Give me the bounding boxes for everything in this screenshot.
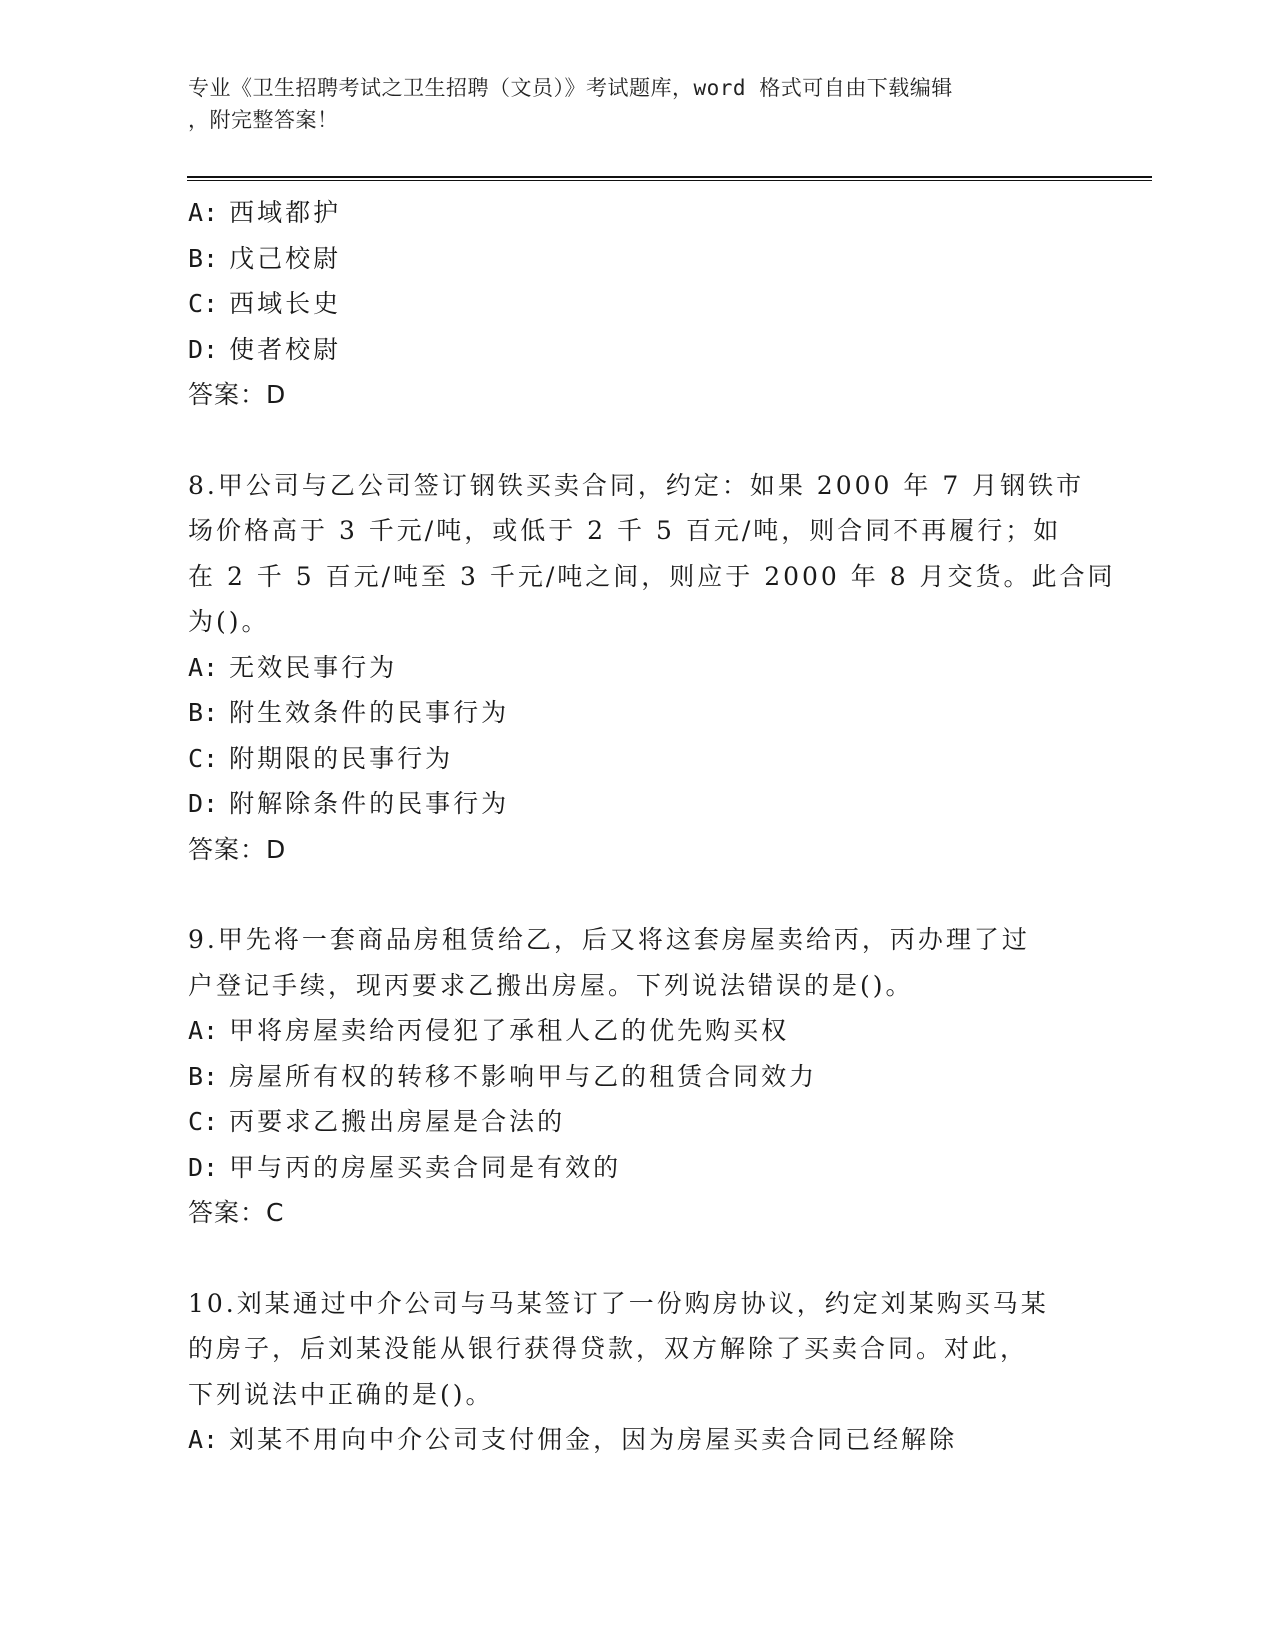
header-divider: [187, 176, 1152, 181]
answer-line: 答案：D: [188, 834, 287, 864]
option-a: A: 甲将房屋卖给丙侵犯了承租人乙的优先购买权: [188, 1016, 790, 1045]
document-body: [188, 190, 1116, 1463]
question-8: [188, 463, 1116, 873]
question-stem-line: 下列说法中正确的是()。: [188, 1379, 494, 1409]
header-line-2: ，附完整答案！: [188, 108, 339, 132]
option-b: B: 戊己校尉: [188, 243, 342, 273]
question-stem-line: 户登记手续，现丙要求乙搬出房屋。下列说法错误的是()。: [188, 970, 914, 1000]
option-a: A: 无效民事行为: [188, 652, 398, 682]
question-stem-line: 在 2 千 5 百元/吨至 3 千元/吨之间，则应于 2000 年 8 月交货。此合同: [188, 561, 1116, 591]
question-stem-line: 10.刘某通过中介公司与马某签订了一份购房协议，约定刘某购买马某: [188, 1288, 1049, 1318]
answer-line: 答案：D: [188, 380, 287, 409]
option-a: A: 刘某不用向中介公司支付佣金，因为房屋买卖合同已经解除: [188, 1425, 958, 1454]
header-line-1: 专业《卫生招聘考试之卫生招聘（文员）》考试题库，word 格式可自由下载编辑: [188, 76, 953, 100]
document-header: [188, 72, 1088, 136]
question-stem-line: 9.甲先将一套商品房租赁给乙，后又将这套房屋卖给丙，丙办理了过: [188, 925, 1030, 954]
question-10: [188, 1281, 1078, 1463]
option-b: B: 附生效条件的民事行为: [188, 698, 510, 727]
question-7-continuation: [188, 190, 1078, 418]
option-d: D: 甲与丙的房屋买卖合同是有效的: [188, 1152, 622, 1182]
option-b: B: 房屋所有权的转移不影响甲与乙的租赁合同效力: [188, 1061, 818, 1091]
question-9: [188, 917, 1078, 1236]
question-stem-line: 为()。: [188, 607, 270, 636]
answer-line: 答案：C: [188, 1198, 285, 1227]
question-stem-line: 的房子，后刘某没能从银行获得贷款，双方解除了买卖合同。对此，: [188, 1334, 1029, 1363]
option-d: D: 使者校尉: [188, 334, 342, 364]
question-stem-line: 8.甲公司与乙公司签订钢铁买卖合同，约定：如果 2000 年 7 月钢铁市: [188, 470, 1085, 500]
option-c: C: 丙要求乙搬出房屋是合法的: [188, 1107, 566, 1136]
option-c: C: 西域长史: [188, 289, 342, 318]
question-stem-line: 场价格高于 3 千元/吨，或低于 2 千 5 百元/吨，则合同不再履行；如: [188, 516, 1062, 545]
option-c: C: 附期限的民事行为: [188, 743, 454, 773]
option-d: D: 附解除条件的民事行为: [188, 789, 510, 818]
option-a: A: 西域都护: [188, 198, 342, 227]
